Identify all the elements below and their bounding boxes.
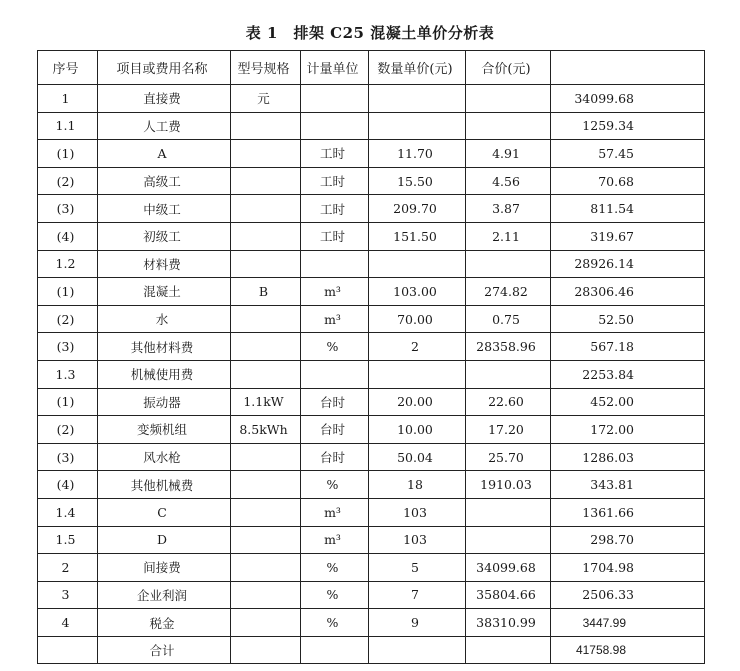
- table-cell: [369, 112, 466, 140]
- column-header: 项目或费用名称: [98, 51, 231, 85]
- table-cell: 中级工: [98, 195, 231, 223]
- table-cell: %: [301, 609, 369, 637]
- table-cell: (2): [38, 416, 98, 444]
- table-cell: 319.67: [551, 222, 705, 250]
- table-cell: 2253.84: [551, 360, 705, 388]
- table-cell: 34099.68: [466, 554, 551, 582]
- table-cell: 合计: [98, 636, 231, 664]
- table-cell: 28926.14: [551, 250, 705, 278]
- table-cell: [231, 305, 301, 333]
- table-cell: 工时: [301, 140, 369, 168]
- table-cell: [231, 222, 301, 250]
- table-row: [38, 554, 705, 582]
- table-cell: 9: [369, 609, 466, 637]
- table-cell: 台时: [301, 388, 369, 416]
- table-cell: [369, 85, 466, 113]
- table-row: [38, 581, 705, 609]
- table-cell: [301, 360, 369, 388]
- table-cell: [369, 360, 466, 388]
- table-cell: 4: [38, 609, 98, 637]
- table-cell: [466, 360, 551, 388]
- table-row: [38, 636, 705, 664]
- table-cell: 52.50: [551, 305, 705, 333]
- table-cell: 企业利润: [98, 581, 231, 609]
- table-row: [38, 167, 705, 195]
- table-row: [38, 278, 705, 306]
- table-cell: 工时: [301, 195, 369, 223]
- table-row: [38, 333, 705, 361]
- table-cell: 材料费: [98, 250, 231, 278]
- table-cell: 172.00: [551, 416, 705, 444]
- table-cell: (3): [38, 443, 98, 471]
- table-cell: [231, 333, 301, 361]
- table-cell: [466, 526, 551, 554]
- table-cell: 34099.68: [551, 85, 705, 113]
- table-cell: 28358.96: [466, 333, 551, 361]
- table-cell: [231, 360, 301, 388]
- table-cell: 3: [38, 581, 98, 609]
- table-cell: 2506.33: [551, 581, 705, 609]
- column-header: 序号: [38, 51, 98, 85]
- table-row: [38, 609, 705, 637]
- unit-price-analysis-table: [37, 50, 705, 664]
- table-cell: m³: [301, 526, 369, 554]
- table-cell: 5: [369, 554, 466, 582]
- table-cell: 10.00: [369, 416, 466, 444]
- table-cell: 151.50: [369, 222, 466, 250]
- table-cell: m³: [301, 498, 369, 526]
- table-cell: 人工费: [98, 112, 231, 140]
- table-cell: 其他材料费: [98, 333, 231, 361]
- table-row: [38, 388, 705, 416]
- table-cell: [301, 636, 369, 664]
- table-cell: [231, 112, 301, 140]
- table-cell: B: [231, 278, 301, 306]
- table-cell: [466, 250, 551, 278]
- table-cell: 0.75: [466, 305, 551, 333]
- table-cell: [231, 443, 301, 471]
- table-cell: 20.00: [369, 388, 466, 416]
- table-cell: 22.60: [466, 388, 551, 416]
- table-cell: [231, 167, 301, 195]
- column-header: 数量单价(元): [369, 51, 466, 85]
- table-cell: (4): [38, 471, 98, 499]
- table-cell: 1910.03: [466, 471, 551, 499]
- table-cell: (4): [38, 222, 98, 250]
- table-cell: 1.2: [38, 250, 98, 278]
- table-cell: 103: [369, 498, 466, 526]
- table-cell: [38, 636, 98, 664]
- table-cell: 水: [98, 305, 231, 333]
- table-cell: 1.5: [38, 526, 98, 554]
- table-cell: 变频机组: [98, 416, 231, 444]
- column-header: [551, 51, 705, 85]
- table-cell: 209.70: [369, 195, 466, 223]
- table-cell: 振动器: [98, 388, 231, 416]
- table-cell: (2): [38, 167, 98, 195]
- table-cell: 103.00: [369, 278, 466, 306]
- table-cell: 工时: [301, 167, 369, 195]
- table-row: [38, 85, 705, 113]
- table-cell: [231, 554, 301, 582]
- table-cell: 4.56: [466, 167, 551, 195]
- table-cell: [466, 112, 551, 140]
- table-cell: 41758.98: [551, 636, 705, 664]
- table-cell: 税金: [98, 609, 231, 637]
- table-row: [38, 222, 705, 250]
- table-cell: 103: [369, 526, 466, 554]
- table-cell: 15.50: [369, 167, 466, 195]
- table-cell: 高级工: [98, 167, 231, 195]
- table-cell: 811.54: [551, 195, 705, 223]
- table-row: [38, 471, 705, 499]
- table-cell: C: [98, 498, 231, 526]
- table-cell: 工时: [301, 222, 369, 250]
- table-cell: D: [98, 526, 231, 554]
- table-cell: 2: [369, 333, 466, 361]
- table-cell: %: [301, 554, 369, 582]
- table-cell: 1.4: [38, 498, 98, 526]
- table-cell: [231, 498, 301, 526]
- table-title: 表 1 排架 C25 混凝土单价分析表: [245, 24, 495, 42]
- table-cell: 57.45: [551, 140, 705, 168]
- table-cell: 初级工: [98, 222, 231, 250]
- table-cell: m³: [301, 278, 369, 306]
- table-cell: [301, 112, 369, 140]
- column-header: 型号规格: [231, 51, 301, 85]
- table-cell: 1704.98: [551, 554, 705, 582]
- table-cell: 25.70: [466, 443, 551, 471]
- table-cell: (1): [38, 388, 98, 416]
- table-cell: 2: [38, 554, 98, 582]
- table-cell: 1.1kW: [231, 388, 301, 416]
- table-cell: [231, 526, 301, 554]
- header-row: [38, 51, 705, 85]
- table-cell: 间接费: [98, 554, 231, 582]
- table-row: [38, 360, 705, 388]
- table-cell: m³: [301, 305, 369, 333]
- table-cell: [369, 250, 466, 278]
- table-cell: 343.81: [551, 471, 705, 499]
- table-cell: [231, 471, 301, 499]
- table-cell: [231, 581, 301, 609]
- table-cell: [466, 498, 551, 526]
- table-cell: (2): [38, 305, 98, 333]
- table-row: [38, 443, 705, 471]
- table-cell: 8.5kWh: [231, 416, 301, 444]
- table-cell: [231, 636, 301, 664]
- table-cell: 其他机械费: [98, 471, 231, 499]
- table-cell: 1361.66: [551, 498, 705, 526]
- table-cell: (1): [38, 278, 98, 306]
- table-cell: %: [301, 333, 369, 361]
- table-cell: 70.68: [551, 167, 705, 195]
- table-cell: 1.1: [38, 112, 98, 140]
- table-cell: 3.87: [466, 195, 551, 223]
- table-cell: 台时: [301, 416, 369, 444]
- table-cell: 50.04: [369, 443, 466, 471]
- table-row: [38, 112, 705, 140]
- table-row: [38, 140, 705, 168]
- table-cell: 2.11: [466, 222, 551, 250]
- table-cell: (1): [38, 140, 98, 168]
- table-cell: [231, 250, 301, 278]
- table-cell: [369, 636, 466, 664]
- table-cell: [301, 250, 369, 278]
- table-cell: A: [98, 140, 231, 168]
- table-cell: [231, 140, 301, 168]
- table-row: [38, 416, 705, 444]
- table-cell: [231, 195, 301, 223]
- table-row: [38, 250, 705, 278]
- table-cell: 7: [369, 581, 466, 609]
- table-cell: 18: [369, 471, 466, 499]
- table-cell: [466, 85, 551, 113]
- table-cell: 38310.99: [466, 609, 551, 637]
- table-cell: 直接费: [98, 85, 231, 113]
- table-cell: 35804.66: [466, 581, 551, 609]
- table-cell: 274.82: [466, 278, 551, 306]
- table-row: [38, 498, 705, 526]
- column-header: 计量单位: [301, 51, 369, 85]
- table-cell: (3): [38, 195, 98, 223]
- table-cell: 70.00: [369, 305, 466, 333]
- table-cell: 混凝土: [98, 278, 231, 306]
- table-cell: 台时: [301, 443, 369, 471]
- table-row: [38, 195, 705, 223]
- table-cell: 3447.99: [551, 609, 705, 637]
- table-cell: 298.70: [551, 526, 705, 554]
- table-row: [38, 305, 705, 333]
- table-cell: %: [301, 471, 369, 499]
- table-row: [38, 526, 705, 554]
- table-cell: 28306.46: [551, 278, 705, 306]
- table-cell: %: [301, 581, 369, 609]
- table-cell: [231, 609, 301, 637]
- table-cell: 11.70: [369, 140, 466, 168]
- table-cell: 风水枪: [98, 443, 231, 471]
- table-cell: 1259.34: [551, 112, 705, 140]
- table-cell: (3): [38, 333, 98, 361]
- table-cell: 1.3: [38, 360, 98, 388]
- table-cell: 机械使用费: [98, 360, 231, 388]
- table-cell: 1286.03: [551, 443, 705, 471]
- table-cell: 17.20: [466, 416, 551, 444]
- table-cell: [466, 636, 551, 664]
- table-cell: [301, 85, 369, 113]
- table-cell: 452.00: [551, 388, 705, 416]
- table-cell: 567.18: [551, 333, 705, 361]
- table-cell: 4.91: [466, 140, 551, 168]
- column-header: 合价(元): [466, 51, 551, 85]
- table-cell: 元: [231, 85, 301, 113]
- table-cell: 1: [38, 85, 98, 113]
